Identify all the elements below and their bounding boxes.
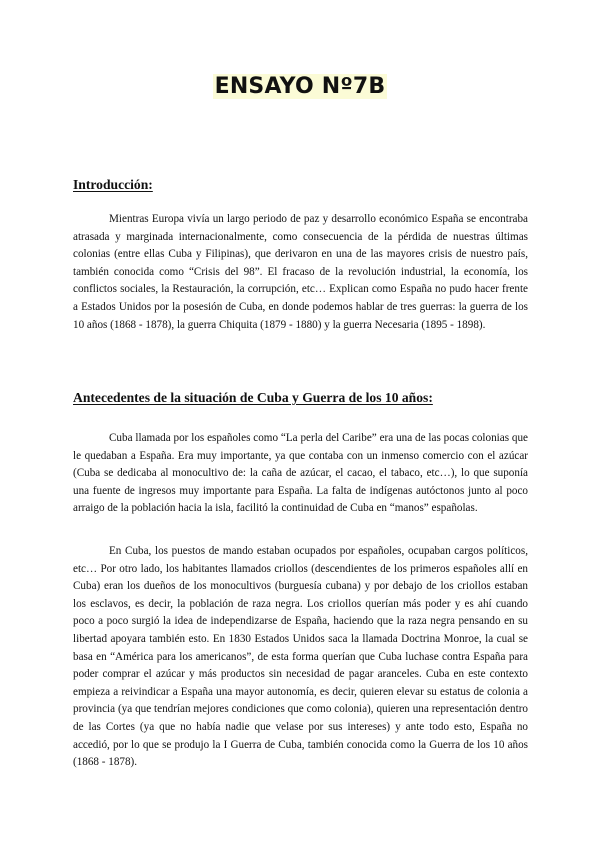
section-heading-antecedentes: Antecedentes de la situación de Cuba y Guerra de los 10 años: [73,390,433,405]
paragraph-antecedentes-1: Cuba llamada por los españoles como “La perla del Caribe” era una de las pocas colonias que le quedaban a España. Era muy importante, ya que contaba con un inmenso comercio con el azúcar (Cuba se dedicaba al monocultivo de: la caña de azúcar, el cacao, el tabaco, etc…), lo que suponía una fuente de ingresos muy importante para España. La falta de indígenas autóctonos junto al poco arraigo de la población hacia la isla, facilitó la continuidad de Cuba en “manos” españolas. [73,432,528,515]
document-title-text: ENSAYO Nº7B [214,74,386,99]
document-title [0,74,600,99]
paragraph-antecedentes-2: En Cuba, los puestos de mando estaban ocupados por españoles, ocupaban cargos políticos, etc… Por otro lado, los habitantes llamados criollos (descendientes de los primeros españoles allí en Cuba) eran los dueños de los monocultivos (burguesía cubana) y por debajo de los criollos estaban los esclavos, es decir, la población de raza negra. Los criollos querían más poder y es ahí cuando poco a poco surgió la idea de independizarse de España, haciendo que la raza negra pensando en su libertad apoyara también esto. En 1830 Estados Unidos saca la llamada Doctrina Monroe, la cual se basa en “América para los americanos”, de esta forma querían que Cuba luchase contra España para poder comprar el azúcar y más productos sin necesidad de pagar aranceles. Cuba en este contexto empieza a reivindicar a España una mayor autonomía, es decir, quieren elevar su estatus de colonia a provincia (ya que tendrían mejores condiciones que como colonia), quieren una representación dentro de las Cortes (ya que no había nadie que velase por sus intereses) y ante todo esto, España no accedió, por lo que se produjo la I Guerra de Cuba, también conocida como la Guerra de los 10 años (1868 - 1878). [73,545,528,769]
paragraph-introduccion: Mientras Europa vivía un largo periodo de paz y desarrollo económico España se encontraba atrasada y marginada internacionalmente, como consecuencia de la pérdida de nuestras últimas colonias (entre ellas Cuba y Filipinas), que derivaron en una de las mayores crisis de nuestro país, también conocida como “Crisis del 98”. El fracaso de la revolución industrial, la economía, los conflictos sociales, la Restauración, la corrupción, etc… Explican como España no pudo hacer frente a Estados Unidos por la posesión de Cuba, en donde podemos hablar de tres guerras: la guerra de los 10 años (1868 - 1878), la guerra Chiquita (1879 - 1880) y la guerra Necesaria (1895 - 1898). [73,213,528,331]
section-heading-introduccion: Introducción: [73,177,153,192]
